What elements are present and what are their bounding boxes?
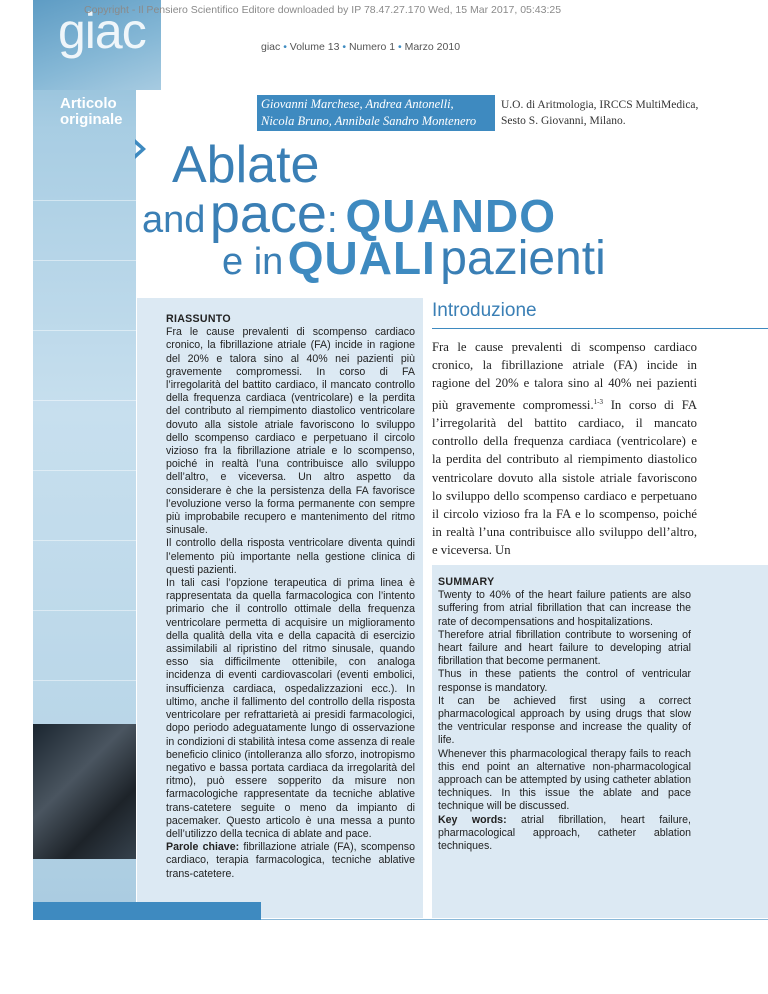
- summary-paragraph: Therefore atrial fibrillation contribute to worsening of heart failure and heart failure to developing atrial fibrillation that become permanent.: [438, 628, 691, 668]
- title-quali: QUALI: [287, 232, 436, 284]
- affiliation-line2: Sesto S. Giovanni, Milano.: [501, 115, 626, 127]
- footer-bar: [33, 902, 261, 920]
- intro-text-part2: In corso di FA l’irregolarità del battito cardiaco, il mancato controllo della frequenza cardiaca (ventricolare) e la perdita del contributo al riempimento diastolico ventricolare dovuto alla sistole atriale favoriscono lo sviluppo dello scompenso cardiaco e perpetuano il circolo vizioso fra la FA e lo scompenso, poiché in realtà l’una contribuisce allo sviluppo dell’altro, e viceversa. Un: [432, 397, 698, 558]
- authors-line2: Nicola Bruno, Annibale Sandro Montenero: [261, 114, 477, 128]
- keywords-text: fibrillazione atriale (FA), scompenso cardiaco, terapia farmacologica, tecniche ablative trans-catetere.: [166, 841, 415, 880]
- summary-paragraph: Twenty to 40% of the heart failure patients are also suffering from atrial fibrillation that can increase the rate of decompensations and hospitalizations.: [438, 589, 691, 628]
- ecg-image: [33, 724, 136, 859]
- abstract-heading: RIASSUNTO: [166, 313, 231, 325]
- summary-paragraph: Thus in these patients the control of ventricular response is mandatory.: [438, 668, 691, 694]
- issue-date: Marzo 2010: [404, 41, 461, 53]
- intro-text: [432, 338, 697, 560]
- title-line3: [222, 228, 606, 300]
- journal-logo: giac: [58, 3, 146, 59]
- title-pazienti: pazienti: [440, 232, 606, 285]
- section-label: [60, 96, 123, 128]
- keywords-label: Parole chiave:: [166, 841, 240, 854]
- issue-number: Numero 1: [348, 41, 396, 53]
- title-line1: Ablate: [172, 136, 320, 194]
- abstract-keywords: [166, 841, 415, 881]
- divider: [432, 328, 768, 329]
- authors-line1: Giovanni Marchese, Andrea Antonelli,: [261, 97, 454, 111]
- chevron-right-icon: [133, 138, 149, 160]
- bullet-icon: •: [397, 41, 402, 53]
- authors-box: [257, 95, 495, 131]
- issue-line: [261, 41, 460, 53]
- summary-heading: SUMMARY: [438, 576, 495, 588]
- side-decoration: [33, 0, 136, 920]
- title-quando: QUANDO: [345, 190, 556, 242]
- keywords-label: Key words:: [438, 813, 507, 826]
- footer-rule: [261, 919, 768, 920]
- bullet-icon: •: [342, 41, 347, 53]
- copyright-watermark: Copyright - Il Pensiero Scientifico Editore downloaded by IP 78.47.27.170 Wed, 15 Mar 2017, 05:43:25: [84, 4, 562, 16]
- section-label-line1: Articolo: [60, 95, 117, 112]
- keywords-text: atrial fibrillation, heart failure, pharmacological approach, catheter ablation techniques.: [438, 813, 691, 853]
- affiliation: [501, 97, 698, 129]
- summary-keywords: [438, 814, 691, 854]
- abstract-paragraph: Fra le cause prevalenti di scompenso cardiaco cronico, la fibrillazione atriale (FA) incide in ragione del 20% e talora sino al 40% nei pazienti più gravemente compromessi. In corso di FA l’irregolarità del battito cardiaco, il mancato controllo della frequenza cardiaca (ventricolare) e la perdita del contributo al riempimento diastolico ventricolare dovuto alla sistole atriale favoriscono lo sviluppo dello scompenso cardiaco e perpetuano il circolo vizioso fra la fibrillazione atriale e lo scompenso, poiché in realtà l’una contribuisce allo sviluppo dell’altro, e viceversa. Un altro aspetto da considerare è che la persistenza della FA favorisce l’evoluzione verso la forma permanente con sempre più improbabile recupero e mantenimento del ritmo sinusale.: [166, 326, 415, 537]
- affiliation-line1: U.O. di Aritmologia, IRCCS MultiMedica,: [501, 99, 699, 111]
- summary-paragraph: Whenever this pharmacological therapy fails to reach this end point an alternative non-pharmacological approach can be attempted by using catheter ablation techniques. In this issue the ablate and pace technique will be discussed.: [438, 747, 691, 813]
- title-and: and: [142, 199, 206, 241]
- summary-paragraph: It can be achieved first using a correct pharmacological approach by using drugs that slow the ventricular response and increase the quality of life.: [438, 694, 691, 747]
- intro-heading: Introduzione: [432, 300, 537, 321]
- title-pace: pace: [209, 184, 327, 244]
- title-e-in: e in: [222, 241, 284, 283]
- citation-ref: 1-3: [593, 397, 603, 406]
- abstract-paragraph: Il controllo della risposta ventricolare diventa quindi l’elemento più importante nella gestione clinica di questi pazienti.: [166, 537, 415, 576]
- abstract: [166, 313, 415, 881]
- abstract-paragraph: In tali casi l’opzione terapeutica di prima linea è rappresentata da quella farmacologica con l’intento primario che il controllo ottimale della frequenza ventricolare permetta di acquisire un miglioramento della qualità della vita e della capacità di esercizio assimilabili al ripristino del ritmo sinusale, quando esso sia difficilmente ottenibile, con analoga incidenza di eventi cardiovascolari (eventi embolici, insufficienza cardiaca, ospedalizzazioni ecc.). In ultimo, anche il fallimento del controllo della risposta ventricolare per refrattarietà ai presidi farmacologici, dopo periodo adeguatamente lungo di osservazione in condizioni di stabilità intesa come assenza di reale beneficio clinico (intolleranza allo sforzo, inotropismo negativo e bassa portata cardiaca da irregolarità del ritmo), può essere sopperito da misure non farmacologiche rappresentate da tecniche ablative trans-catetere seguite o meno da impianto di pacemaker. Questo articolo è una messa a punto dell’utilizzo della tecnica di ablate and pace.: [166, 577, 415, 840]
- bullet-icon: •: [283, 41, 287, 53]
- summary: [438, 576, 691, 853]
- issue-journal: giac: [261, 41, 281, 53]
- intro-text-part1: Fra le cause prevalenti di scompenso cardiaco cronico, la fibrillazione atriale (FA) incide in ragione del 20% e talora sino al 40% nei pazienti più gravemente compromessi.: [432, 340, 697, 412]
- section-label-line2: originale: [60, 111, 123, 128]
- issue-volume: Volume 13: [289, 41, 340, 53]
- title-colon: :: [326, 199, 338, 241]
